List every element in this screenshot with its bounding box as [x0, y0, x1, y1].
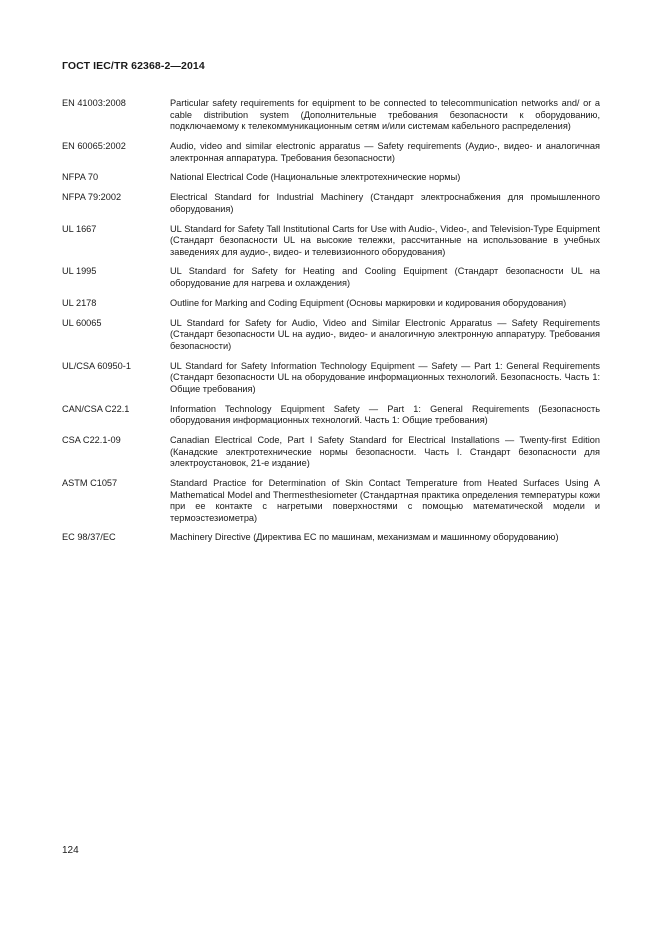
reference-description: Electrical Standard for Industrial Machinery (Стандарт электроснабжения для промышленного оборудования): [170, 192, 600, 214]
reference-item: [62, 532, 600, 544]
document-header: ГОСТ IEC/TR 62368-2—2014: [62, 60, 205, 72]
reference-description: Outline for Marking and Coding Equipment (Основы маркировки и кодирования оборудования): [170, 297, 567, 308]
reference-description: UL Standard for Safety Information Technology Equipment — Safety — Part 1: General Requirements (Стандарт безопасности UL на оборудование информационных технологий. Безопасность. Часть 1: Общие требования): [170, 360, 600, 394]
reference-description: Canadian Electrical Code, Part I Safety Standard for Electrical Installations — Twenty-first Edition (Канадские электротехнические нормы безопасности. Часть I. Стандарт безопасности для электроустановок, 21-е издание): [170, 434, 600, 469]
reference-item: [62, 266, 600, 289]
reference-description: Information Technology Equipment Safety — Part 1: General Requirements (Безопасность оборудования информационных технологий. Часть 1: Общие требования): [170, 403, 600, 426]
reference-description: UL Standard for Safety for Heating and Cooling Equipment (Стандарт безопасности UL на оборудование для нагрева и охлаждения): [170, 266, 600, 289]
reference-code: ASTM C1057: [62, 477, 118, 488]
reference-code: EN 60065:2002: [62, 140, 126, 151]
reference-code: UL 60065: [62, 317, 102, 328]
reference-description: Particular safety requirements for equipment to be connected to telecommunication networks and/ or a cable distribution system (Дополнительные требования безопасности к оборудованию, подключаемому к телекоммуникационным сетям и/или системам кабельного распределения): [170, 98, 600, 132]
reference-item: [62, 98, 600, 133]
reference-code: EC 98/37/EC: [62, 532, 116, 543]
reference-item: [62, 435, 600, 470]
reference-description: UL Standard for Safety for Audio, Video and Similar Electronic Apparatus — Safety Requirements (Стандарт безопасности UL на аудио-, видео- и аналогичную электронную аппаратуру. Требования безопасности): [170, 317, 600, 351]
reference-item: [62, 192, 600, 215]
reference-code: UL 1995: [62, 266, 97, 277]
reference-code: CAN/CSA C22.1: [62, 403, 130, 414]
reference-code: CSA C22.1-09: [62, 434, 121, 445]
reference-code: NFPA 70: [62, 172, 99, 183]
reference-description: Audio, video and similar electronic apparatus — Safety requirements (Аудио-, видео- и аналогичная электронная аппаратура. Требования безопасности): [170, 140, 600, 163]
reference-item: [62, 172, 600, 184]
reference-code: UL 1667: [62, 223, 97, 234]
reference-code: UL/CSA 60950-1: [62, 360, 131, 371]
reference-list: [62, 98, 600, 552]
reference-code: NFPA 79:2002: [62, 192, 122, 203]
reference-item: [62, 361, 600, 396]
reference-description: Machinery Directive (Директива ЕС по машинам, механизмам и машинному оборудованию): [170, 532, 559, 543]
reference-description: Standard Practice for Determination of Skin Contact Temperature from Heated Surfaces Using A Mathematical Model and Thermesthesiometer (Стандартная практика определения температуры кожи при ее контакте с нагретыми поверхностями с помощью математической модели и термоэстезиометра): [170, 477, 600, 523]
reference-item: [62, 141, 600, 164]
reference-item: [62, 478, 600, 524]
reference-code: UL 2178: [62, 297, 97, 308]
reference-code: EN 41003:2008: [62, 98, 126, 108]
reference-description: National Electrical Code (Национальные электротехнические нормы): [170, 172, 461, 183]
reference-item: [62, 224, 600, 259]
reference-item: [62, 298, 600, 310]
reference-description: UL Standard for Safety Tall Institutional Carts for Use with Audio-, Video-, and Television-Type Equipment (Стандарт безопасности UL на высокие тележки, рассчитанные на использование в учебных заведениях для аудио-, видео- и телевизионного оборудования): [170, 223, 600, 257]
page-number: 124: [62, 845, 79, 856]
reference-item: [62, 404, 600, 427]
reference-item: [62, 318, 600, 353]
